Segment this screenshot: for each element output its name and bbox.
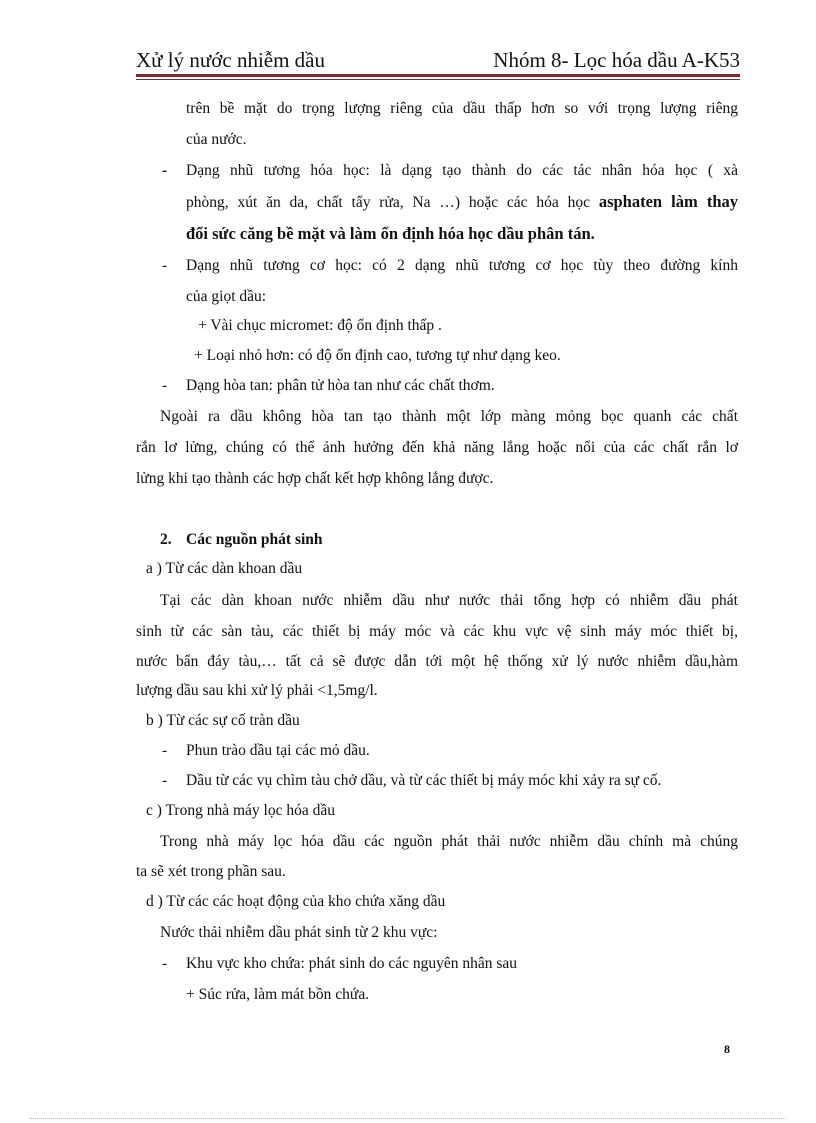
bullet-dash: - — [162, 257, 168, 274]
text-line: nước bẩn đáy tàu,… tất cả sẽ được dẫn tới một hệ thống xử lý nước nhiễm dầu,hàm — [136, 653, 738, 670]
text-line: ta sẽ xét trong phần sau. — [136, 863, 286, 880]
text-line: sinh từ các sàn tàu, các thiết bị máy móc và các khu vực vệ sinh máy móc thiết bị, — [136, 623, 738, 640]
text-line — [186, 192, 738, 213]
sub-item: + Vài chục micromet: độ ổn định thấp . — [198, 317, 442, 334]
bullet-dash: - — [162, 162, 168, 179]
text-line: Dạng nhũ tương hóa học: là dạng tạo thành do các tác nhân hóa học ( xà — [186, 162, 738, 179]
header-title: Xử lý nước nhiễm dầu — [136, 48, 325, 72]
text-line: của nước. — [186, 131, 247, 148]
bullet-dash: - — [162, 955, 168, 972]
list-item: Phun trào dầu tại các mỏ dầu. — [186, 742, 370, 759]
subsection-title: d ) Từ các các hoạt động của kho chứa xăng dầu — [146, 893, 446, 910]
bullet-dash: - — [162, 772, 168, 789]
subsection-title: a ) Từ các dàn khoan dầu — [146, 560, 303, 577]
section-heading: Các nguồn phát sinh — [186, 531, 323, 548]
section-number: 2. — [160, 531, 172, 548]
text-line: lửng khi tạo thành các hợp chất kết hợp không lắng được. — [136, 470, 494, 487]
text-line: Dạng hòa tan: phân tử hòa tan như các chất thơm. — [186, 377, 495, 394]
header-group: Nhóm 8- Lọc hóa dầu A-K53 — [493, 48, 740, 72]
bullet-dash: - — [162, 742, 168, 759]
sub-item: + Súc rửa, làm mát bồn chứa. — [186, 986, 370, 1003]
sub-item: + Loại nhỏ hơn: có độ ổn định cao, tương tự như dạng keo. — [194, 347, 561, 364]
page-bottom-border — [30, 1118, 786, 1119]
subsection-title: c ) Trong nhà máy lọc hóa dầu — [146, 802, 335, 819]
text-run: phòng, xút ăn da, chất tẩy rửa, Na …) hoặc các hóa học — [186, 194, 599, 211]
text-line: trên bề mặt do trọng lượng riêng của dầu thấp hơn so với trọng lượng riêng — [186, 100, 738, 117]
text-line: lượng dầu sau khi xử lý phải <1,5mg/l. — [136, 682, 378, 699]
list-item: Dầu từ các vụ chìm tàu chở dầu, và từ các thiết bị máy móc khi xảy ra sự cố. — [186, 772, 662, 789]
header-rule-thin — [136, 79, 740, 80]
list-item: Khu vực kho chứa: phát sinh do các nguyên nhân sau — [186, 955, 518, 972]
text-line: rắn lơ lửng, chúng có thể ảnh hưởng đến khả năng lắng hoặc nổi của các chất rắn lơ — [136, 439, 738, 456]
text-line: Dạng nhũ tương cơ học: có 2 dạng nhũ tương cơ học tùy theo đường kính — [186, 257, 738, 274]
text-line: Tại các dàn khoan nước nhiễm dầu như nước thải tổng hợp có nhiễm dầu phát — [160, 592, 738, 609]
text-line: của giọt dầu: — [186, 288, 267, 305]
bullet-dash: - — [162, 377, 168, 394]
bold-run: asphaten làm thay — [598, 192, 738, 211]
header-rule-thick — [136, 74, 740, 77]
bold-line: đổi sức căng bề mặt và làm ổn định hóa học dầu phân tán. — [186, 224, 595, 243]
text-line: Ngoài ra dầu không hòa tan tạo thành một lớp màng mỏng bọc quanh các chất — [160, 408, 738, 425]
running-header — [136, 48, 740, 74]
page-number: 8 — [724, 1042, 730, 1056]
subsection-title: b ) Từ các sự cố tràn dầu — [146, 712, 300, 729]
text-line: Nước thải nhiễm dầu phát sinh từ 2 khu vực: — [160, 924, 438, 941]
text-line: Trong nhà máy lọc hóa dầu các nguồn phát thải nước nhiễm dầu chính mà chúng — [160, 833, 738, 850]
